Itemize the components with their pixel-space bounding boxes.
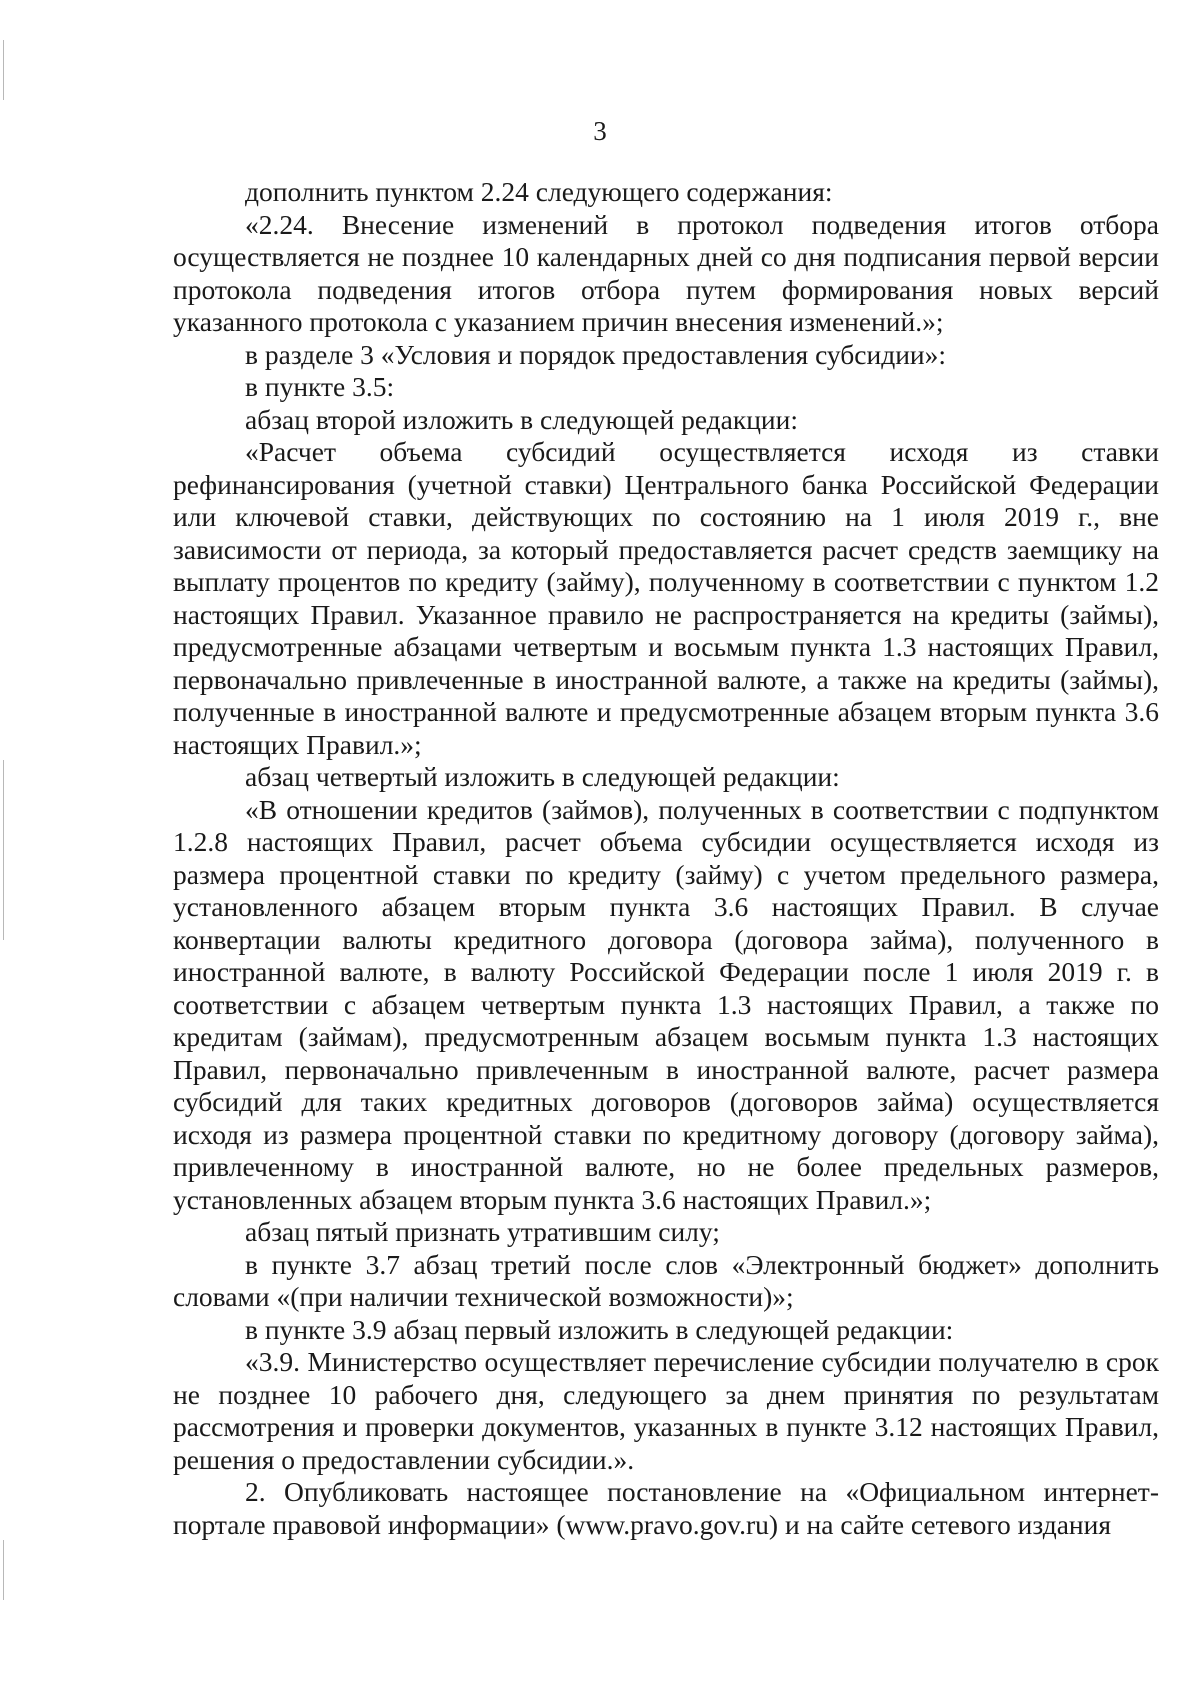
document-body <box>173 176 1159 1541</box>
paragraph: абзац пятый признать утратившим силу; <box>245 1216 720 1247</box>
scan-edge-mark <box>3 1540 4 1600</box>
paragraph: абзац второй изложить в следующей редакции: <box>245 403 799 435</box>
paragraph: в пункте 3.7 абзац третий после слов «Электронный бюджет» дополнить словами «(при наличии технической возможности)»; <box>173 1248 1159 1312</box>
paragraph: «Расчет объема субсидий осуществляется исходя из ставки рефинансирования (учетной ставки) Центрального банка Российской Федерации или ключевой ставки, действующих по состоянию на 1 июля 2019 г., вне зависимости от периода, за который предоставляется расчет средств заемщику на выплату процентов по кредиту (займу), полученному в соответствии с пунктом 1.2 настоящих Правил. Указанное правило не распространяется на кредиты (займы), предусмотренные абзацами четвертым и восьмым пункта 1.3 настоящих Правил, первоначально привлеченные в иностранной валюте, а также на кредиты (займы), полученные в иностранной валюте и предусмотренные абзацем вторым пункта 3.6 настоящих Правил.»; <box>173 436 1159 760</box>
paragraph: в разделе 3 «Условия и порядок предоставления субсидии»: <box>245 338 947 370</box>
page-number: 3 <box>593 116 607 146</box>
scan-edge-mark <box>3 40 4 100</box>
scan-edge-mark <box>3 760 4 940</box>
paragraph: дополнить пунктом 2.24 следующего содержания: <box>245 176 833 207</box>
paragraph: «2.24. Внесение изменений в протокол подведения итогов отбора осуществляется не позднее 10 календарных дней со дня подписания первой версии протокола подведения итогов отбора путем формирования новых версий указанного протокола с указанием причин внесения изменений.»; <box>173 208 1159 337</box>
paragraph: в пункте 3.9 абзац первый изложить в следующей редакции: <box>245 1313 954 1345</box>
paragraph: «В отношении кредитов (займов), полученных в соответствии с подпунктом 1.2.8 настоящих Правил, расчет объема субсидии осуществляется исходя из размера процентной ставки по кредиту (займу) с учетом предельного размера, установленного абзацем вторым пункта 3.6 настоящих Правил. В случае конвертации валюты кредитного договора (договора займа), полученного в иностранной валюте, в валюту Российской Федерации после 1 июля 2019 г. в соответствии с абзацем четвертым пункта 1.3 настоящих Правил, а также по кредитам (займам), предусмотренным абзацем восьмым пункта 1.3 настоящих Правил, первоначально привлеченным в иностранной валюте, расчет размера субсидий для таких кредитных договоров (договоров займа) осуществляется исходя из размера процентной ставки по кредитному договору (договору займа), привлеченному в иностранной валюте, но не более предельных размеров, установленных абзацем вторым пункта 3.6 настоящих Правил.»; <box>173 793 1159 1215</box>
paragraph: 2. Опубликовать настоящее постановление на «Официальном интернет-портале правовой информации» (www.pravo.gov.ru) и на сайте сетевого издания <box>173 1476 1159 1540</box>
paragraph: в пункте 3.5: <box>245 371 395 402</box>
paragraph: «3.9. Министерство осуществляет перечисление субсидии получателю в срок не позднее 10 рабочего дня, следующего за днем принятия по результатам рассмотрения и проверки документов, указанных в пункте 3.12 настоящих Правил, решения о предоставлении субсидии.». <box>173 1346 1159 1475</box>
paragraph: абзац четвертый изложить в следующей редакции: <box>245 761 840 792</box>
